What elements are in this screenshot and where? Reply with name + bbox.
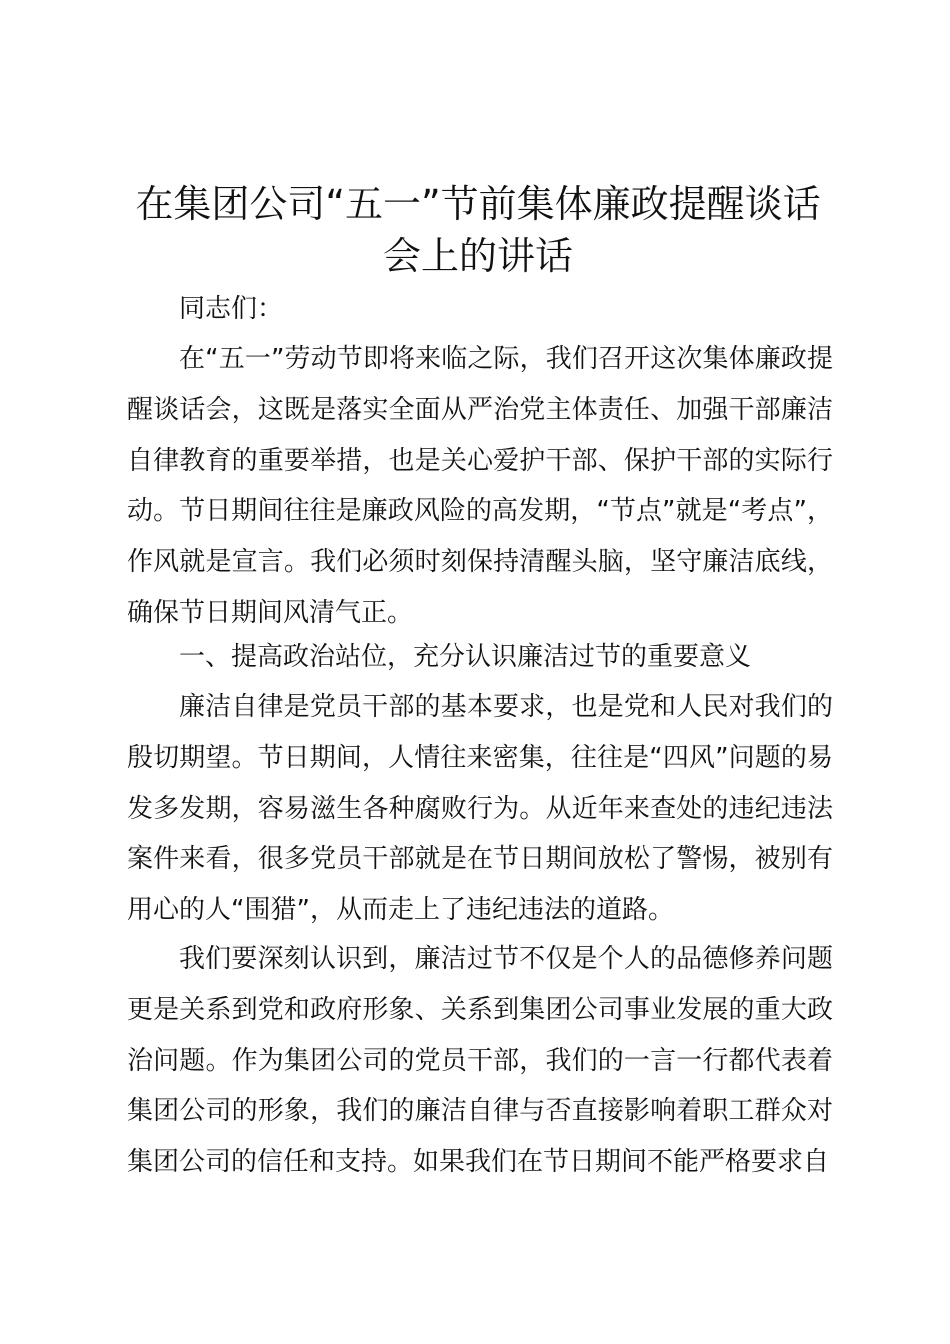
paragraph-body: 我们要深刻认识到，廉洁过节不仅是个人的品德修养问题更是关系到党和政府形象、关系到集团公司事业发展的重大政治问题。作为集团公司的党员干部，我们的一言一行都代表着集团公司的形象，我们的廉洁自律与否直接影响着职工群众对集团公司的信任和支持。如果我们在节日期间不能严格要求自: [127, 944, 833, 1178]
paragraph-intro: 在“五一”劳动节即将来临之际，我们召开这次集体廉政提醒谈话会，这既是落实全面从严治党主体责任、加强干部廉洁自律教育的重要举措，也是关心爱护干部、保护干部的实际行动。节日期间往往是廉政风险的高发期，“节点”就是“考点”，作风就是宣言。我们必须时刻保持清醒头脑，坚守廉洁底线，确保节日期间风清气正。: [127, 344, 833, 628]
section-heading: 一、提高政治站位，充分认识廉洁过节的重要意义: [179, 642, 752, 672]
salutation: 同志们：: [179, 294, 284, 324]
paragraph-body: 廉洁自律是党员干部的基本要求，也是党和人民对我们的殷切期望。节日期间，人情往来密集，往往是“四风”问题的易发多发期，容易滋生各种腐败行为。从近年来查处的违纪违法案件来看，很多党员干部就是在节日期间放松了警惕，被别有用心的人“围猎”，从而走上了违纪违法的道路。: [127, 692, 833, 926]
document-title: 在集团公司“五一”节前集体廉政提醒谈话会上的讲话: [135, 182, 821, 278]
